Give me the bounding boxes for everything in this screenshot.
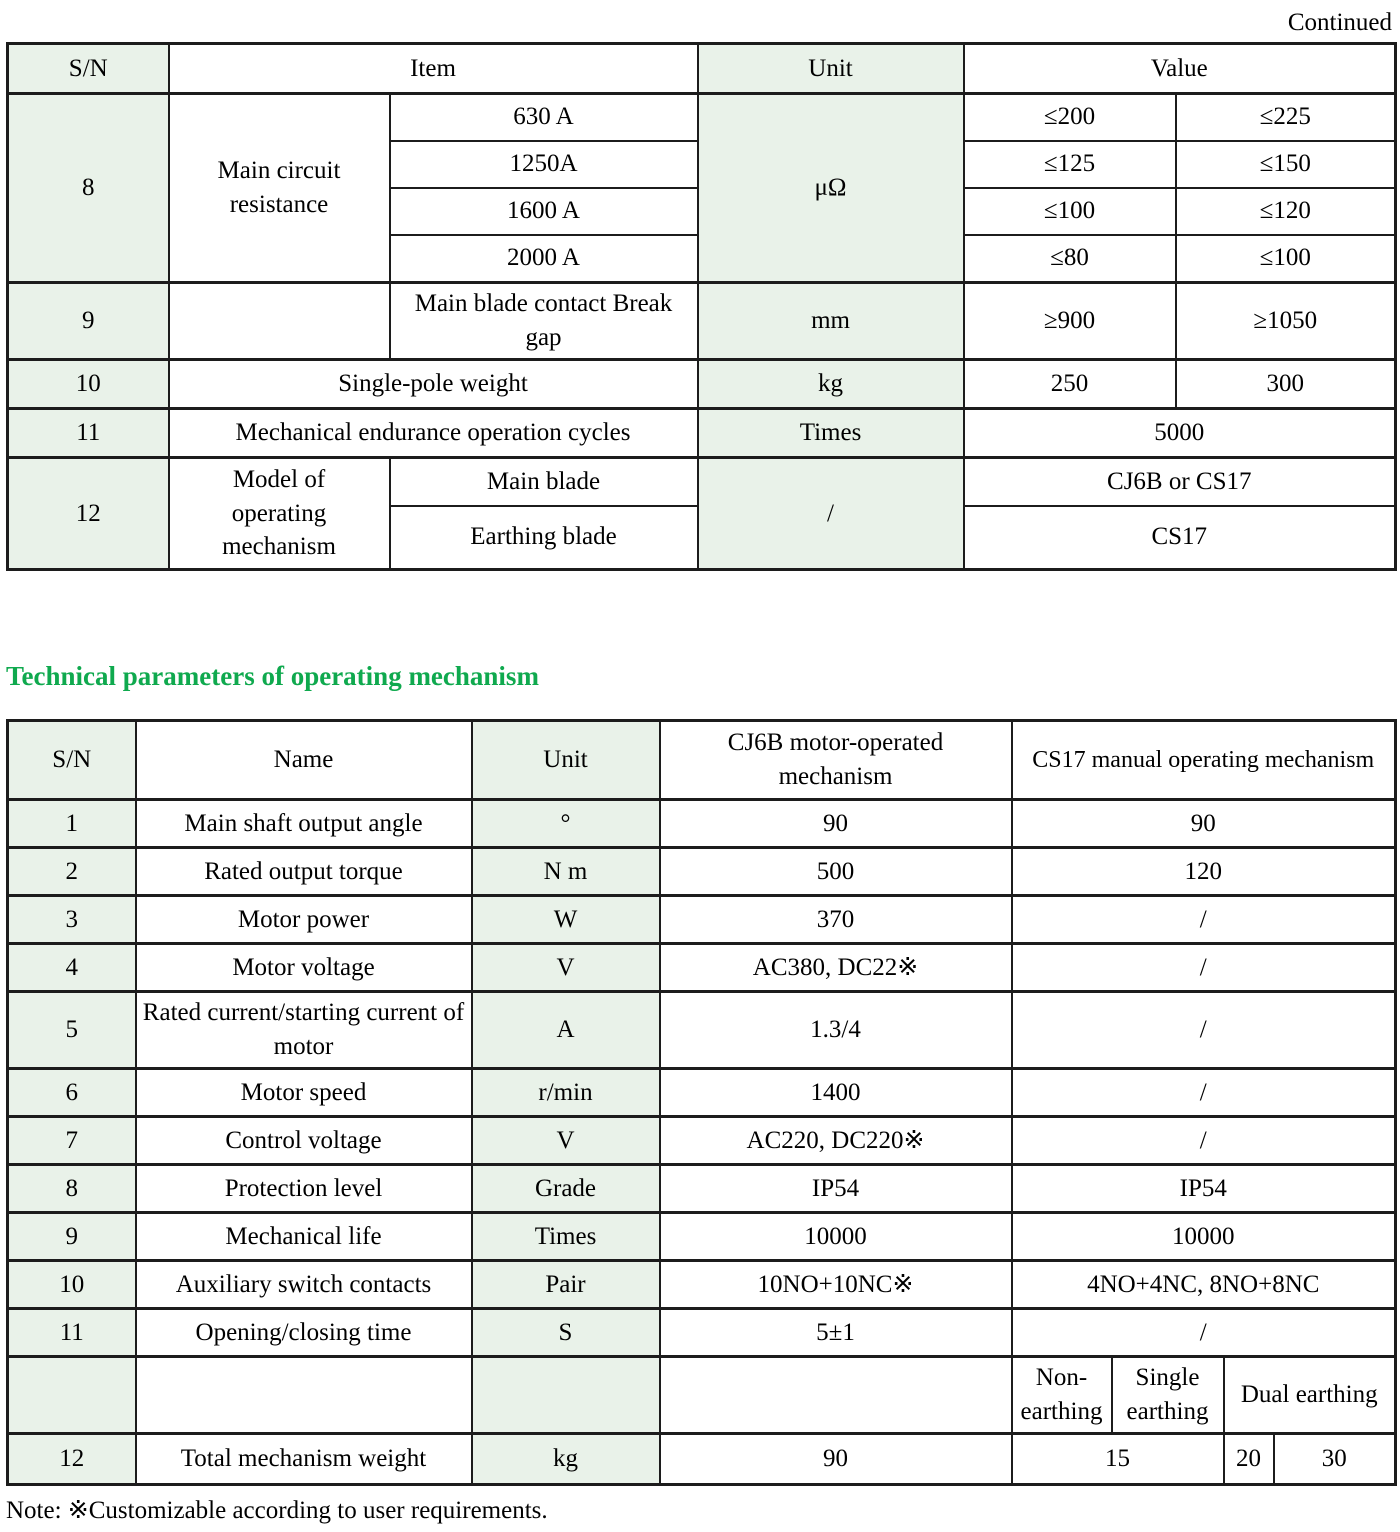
sn-cell: 8 <box>8 94 169 283</box>
continued-label: Continued <box>1287 9 1392 36</box>
cj6b-value-cell: 90 <box>660 800 1012 848</box>
empty-cell <box>136 1357 472 1434</box>
row9 <box>8 283 1396 360</box>
name-cell: Total mechanism weight <box>136 1434 472 1485</box>
name-cell: Motor speed <box>136 1069 472 1117</box>
footnote: Note: ※Customizable according to user requirements. <box>6 1497 548 1524</box>
item-header: Item <box>169 44 698 94</box>
sn-cell: 11 <box>8 409 169 458</box>
value-cell: ≤200 <box>964 94 1176 141</box>
value-cell: 5000 <box>964 409 1396 458</box>
item-cell: Main circuit resistance <box>169 94 390 283</box>
rating-cell: 630 A <box>390 94 698 141</box>
table-row <box>8 1117 1396 1165</box>
sn-cell: 3 <box>8 896 136 944</box>
blade-cell: Main blade <box>390 458 698 506</box>
non-earthing-header: Non-earthing <box>1012 1357 1112 1434</box>
unit-cell: Times <box>472 1213 660 1261</box>
cs17-value-cell: / <box>1012 944 1396 992</box>
value-cell: ≤120 <box>1176 188 1396 235</box>
table-row <box>8 1309 1396 1357</box>
table-row <box>8 800 1396 848</box>
sn-cell: 10 <box>8 360 169 409</box>
sn-header: S/N <box>8 44 169 94</box>
sn-cell: 1 <box>8 800 136 848</box>
sn-cell: 9 <box>8 1213 136 1261</box>
sn-cell: 4 <box>8 944 136 992</box>
value-header: Value <box>964 44 1396 94</box>
rating-cell: 1250A <box>390 141 698 188</box>
cj6b-value-cell: IP54 <box>660 1165 1012 1213</box>
section-title: Technical parameters of operating mechanism <box>6 661 539 691</box>
spec-table-continued <box>6 42 1397 571</box>
unit-cell: A <box>472 992 660 1069</box>
name-header: Name <box>136 721 472 800</box>
name-cell: Rated current/starting current of motor <box>136 992 472 1069</box>
table-row <box>8 992 1396 1069</box>
name-cell: Auxiliary switch contacts <box>136 1261 472 1309</box>
unit-cell: N m <box>472 848 660 896</box>
item-cell: Single-pole weight <box>169 360 698 409</box>
sn-cell: 8 <box>8 1165 136 1213</box>
unit-cell: kg <box>472 1434 660 1485</box>
sn-cell: 11 <box>8 1309 136 1357</box>
value-cell: ≥900 <box>964 283 1176 360</box>
table-row <box>8 896 1396 944</box>
value-cell: CS17 <box>964 506 1396 570</box>
cs17-value-cell: IP54 <box>1012 1165 1396 1213</box>
rating-cell: 2000 A <box>390 235 698 283</box>
unit-header: Unit <box>472 721 660 800</box>
cj6b-value-cell: 10000 <box>660 1213 1012 1261</box>
value-cell: 250 <box>964 360 1176 409</box>
dual-value-cell-a: 20 <box>1224 1434 1274 1485</box>
table-row <box>8 1261 1396 1309</box>
unit-cell: Times <box>698 409 964 458</box>
cj6b-value-cell: 10NO+10NC※ <box>660 1261 1012 1309</box>
unit-cell: Pair <box>472 1261 660 1309</box>
table2-header-row <box>8 721 1396 800</box>
value-cell: ≤100 <box>964 188 1176 235</box>
sn-cell: 6 <box>8 1069 136 1117</box>
dual-value-cell-b: 30 <box>1274 1434 1396 1485</box>
cj6b-value-cell: 5±1 <box>660 1309 1012 1357</box>
operating-mechanism-table <box>6 719 1397 1486</box>
item-cell: Main blade contact Break gap <box>390 283 698 360</box>
value-cell: ≤225 <box>1176 94 1396 141</box>
value-cell: ≤100 <box>1176 235 1396 283</box>
table-row <box>8 1165 1396 1213</box>
unit-cell: μΩ <box>698 94 964 283</box>
name-cell: Main shaft output angle <box>136 800 472 848</box>
name-cell: Motor voltage <box>136 944 472 992</box>
row8-sub1 <box>8 94 1396 141</box>
row12-sub1 <box>8 458 1396 506</box>
item-cell: Mechanical endurance operation cycles <box>169 409 698 458</box>
unit-cell: V <box>472 944 660 992</box>
unit-cell: ° <box>472 800 660 848</box>
cj6b-header: CJ6B motor-operated mechanism <box>660 721 1012 800</box>
cj6b-value-cell: AC220, DC220※ <box>660 1117 1012 1165</box>
cs17-value-cell: / <box>1012 896 1396 944</box>
unit-cell: S <box>472 1309 660 1357</box>
sn-cell: 9 <box>8 283 169 360</box>
unit-cell: mm <box>698 283 964 360</box>
unit-cell: / <box>698 458 964 570</box>
cj6b-value-cell: 1400 <box>660 1069 1012 1117</box>
value-cell: 300 <box>1176 360 1396 409</box>
table-row <box>8 848 1396 896</box>
empty-cell <box>169 283 390 360</box>
value-cell: ≥1050 <box>1176 283 1396 360</box>
table-row <box>8 944 1396 992</box>
item-cell: Model of operating mechanism <box>169 458 390 570</box>
earthing-header-row <box>8 1357 1396 1434</box>
value-cell: ≤125 <box>964 141 1176 188</box>
empty-cell <box>8 1357 136 1434</box>
cj6b-value-cell: 370 <box>660 896 1012 944</box>
empty-cell <box>660 1357 1012 1434</box>
cs17-value-cell: / <box>1012 1309 1396 1357</box>
value-cell: ≤80 <box>964 235 1176 283</box>
sn-header: S/N <box>8 721 136 800</box>
unit-cell: W <box>472 896 660 944</box>
cj6b-value-cell: AC380, DC22※ <box>660 944 1012 992</box>
sn-cell: 12 <box>8 1434 136 1485</box>
row11 <box>8 409 1396 458</box>
name-cell: Protection level <box>136 1165 472 1213</box>
name-cell: Mechanical life <box>136 1213 472 1261</box>
cs17-value-cell: / <box>1012 1069 1396 1117</box>
sn-cell: 5 <box>8 992 136 1069</box>
value-cell: CJ6B or CS17 <box>964 458 1396 506</box>
empty-cell <box>472 1357 660 1434</box>
sn-cell: 12 <box>8 458 169 570</box>
name-cell: Rated output torque <box>136 848 472 896</box>
cj6b-value-cell: 500 <box>660 848 1012 896</box>
sn-cell: 2 <box>8 848 136 896</box>
unit-cell: V <box>472 1117 660 1165</box>
cs17-value-cell: 4NO+4NC, 8NO+8NC <box>1012 1261 1396 1309</box>
cs17-value-cell: / <box>1012 992 1396 1069</box>
cs17-value-cell: 10000 <box>1012 1213 1396 1261</box>
sn-cell: 10 <box>8 1261 136 1309</box>
name-cell: Control voltage <box>136 1117 472 1165</box>
rating-cell: 1600 A <box>390 188 698 235</box>
sn-cell: 7 <box>8 1117 136 1165</box>
unit-cell: kg <box>698 360 964 409</box>
unit-cell: Grade <box>472 1165 660 1213</box>
table1-header-row <box>8 44 1396 94</box>
blade-cell: Earthing blade <box>390 506 698 570</box>
single-earthing-header: Single earthing <box>1112 1357 1224 1434</box>
table2-row12 <box>8 1434 1396 1485</box>
name-cell: Opening/closing time <box>136 1309 472 1357</box>
cs17-header: CS17 manual operating mechanism <box>1012 721 1396 800</box>
cs17-value-cell: / <box>1012 1117 1396 1165</box>
unit-header: Unit <box>698 44 964 94</box>
non-single-value-cell: 15 <box>1012 1434 1224 1485</box>
cs17-value-cell: 120 <box>1012 848 1396 896</box>
table-row <box>8 1213 1396 1261</box>
value-cell: ≤150 <box>1176 141 1396 188</box>
cs17-value-cell: 90 <box>1012 800 1396 848</box>
row10 <box>8 360 1396 409</box>
cj6b-value-cell: 90 <box>660 1434 1012 1485</box>
dual-earthing-header: Dual earthing <box>1224 1357 1396 1434</box>
unit-cell: r/min <box>472 1069 660 1117</box>
cj6b-value-cell: 1.3/4 <box>660 992 1012 1069</box>
name-cell: Motor power <box>136 896 472 944</box>
table-row <box>8 1069 1396 1117</box>
